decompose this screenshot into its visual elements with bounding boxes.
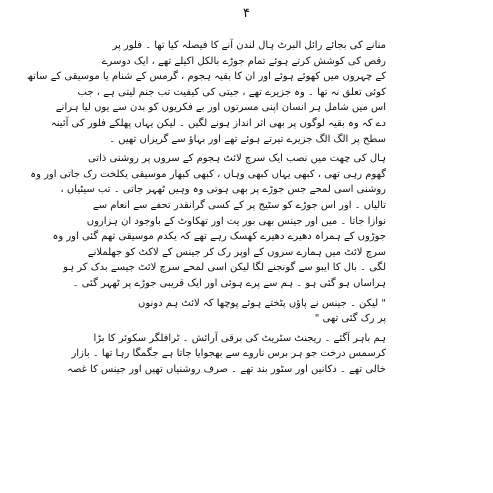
- text-line: منانے کی بجائے رائل البرٹ ہال لندن آنے کا فیصلہ کیا تھا ۔ فلور پر: [112, 40, 386, 51]
- page-number: ۴: [243, 6, 250, 21]
- body-text: [26, 38, 386, 377]
- text-line: ہراساں ہو گئی ہو ۔ ہم سے پرے ہوئی اور ایک قریبی جوڑے پر ٹھہر گئی ۔: [72, 277, 386, 289]
- text-line: کرسمس درخت جو ہر برس ناروے سے بھجوایا جاتا ہے جگمگا رہا تھا ۔ بازار: [71, 348, 386, 360]
- text-line: ہم باہر آگئے ۔ ریجنٹ سٹریٹ کی برقی آرائش ۔ ٹرافلگر سکوئر کا بڑا: [93, 332, 386, 344]
- text-line: لگی ۔ بال کا ایبو سے گونجنے لگا لیکن اسی لمحے سرچ لائٹ جیسے بدک کر ہو: [63, 262, 386, 274]
- paragraph: [26, 38, 386, 147]
- text-line: گھوم رہی تھی ، کبھی یہاں کبھی وہاں ، کبھی کبھار موسیقی یکلخت رک جاتی اور وہ: [30, 168, 386, 180]
- text-line: دے کہ وہ بقیہ لوگوں پر بھی اثر انداز ہونے لگیں ۔ لیکن یہاں پھلکے فلور کی آئینہ: [50, 117, 386, 129]
- text-line: سطح پر الگ الگ جزیرے تیرتے ہوئے تھے اور بہاؤ سے گریزاں تھیں ۔: [109, 133, 386, 145]
- text-line: کوئی تعلق نہ تھا ۔ وہ جزیرے تھے ، جیتی کی کیفیت تب جنم لیتی ہے ، جب: [77, 86, 386, 98]
- text-line: رقص کی کوشش کرتے ہوئے تمام جوڑے بالکل اکیلے تھے ، ایک دوسرے: [101, 55, 386, 67]
- text-line: " لیکن ۔ جینس نے پاؤں پٹختے ہوئے پوچھا کہ لائٹ ہم دونوں: [137, 297, 386, 309]
- text-line: سرچ لائٹ میں ہمارے سروں کے اوپر رک کر جینس کے لاکٹ کو جھلملانے: [87, 246, 386, 258]
- text-line: اس میں شامل ہر انسان اپنی مسرتوں اور بے فکریوں کو بدن سے یوں لیا ہرانے: [55, 102, 386, 114]
- text-line: نوازا جاتا ۔ میں اور جینس بھی بور یت اور تھکاوٹ کے باوجود ان ہزاروں: [86, 215, 386, 227]
- paragraph: [67, 331, 386, 378]
- text-line: تالیاں ۔ اور اس جوڑے کو سٹیج پر کے کسی گرانقدر تحفے سے انعام سے: [92, 199, 386, 211]
- text-line: خالی تھے ۔ دکانیں اور سٹور بند تھے ۔ صرف روشنیاں تھیں اور جینس کا غصہ: [67, 363, 386, 375]
- text-line: روشنی اسی لمحے جس جوڑے پر بھی ہوتی وہ وہیں ٹھہر جاتی ۔ تب سیٹیاں ،: [60, 184, 386, 196]
- text-line: پر رک گئی تھی ": [314, 313, 386, 325]
- paragraph: [112, 296, 386, 327]
- text-line: جوڑوں کے ہمراہ دھیرے دھیرے کھسک رہے تھے کہ یکدم موسیقی تھم گئی اور وہ: [52, 231, 386, 243]
- text-line: ہال کی چھت میں نصب ایک سرچ لائٹ ہجوم کے سروں پر روشنی ذاتی: [87, 153, 386, 165]
- paragraph: [30, 151, 386, 291]
- text-line: کے چہروں میں کھوئے ہوئے اور ان کا بقیہ ہجوم ، گرمس کے شنام یا موسیقی کے ساتھ: [26, 71, 386, 83]
